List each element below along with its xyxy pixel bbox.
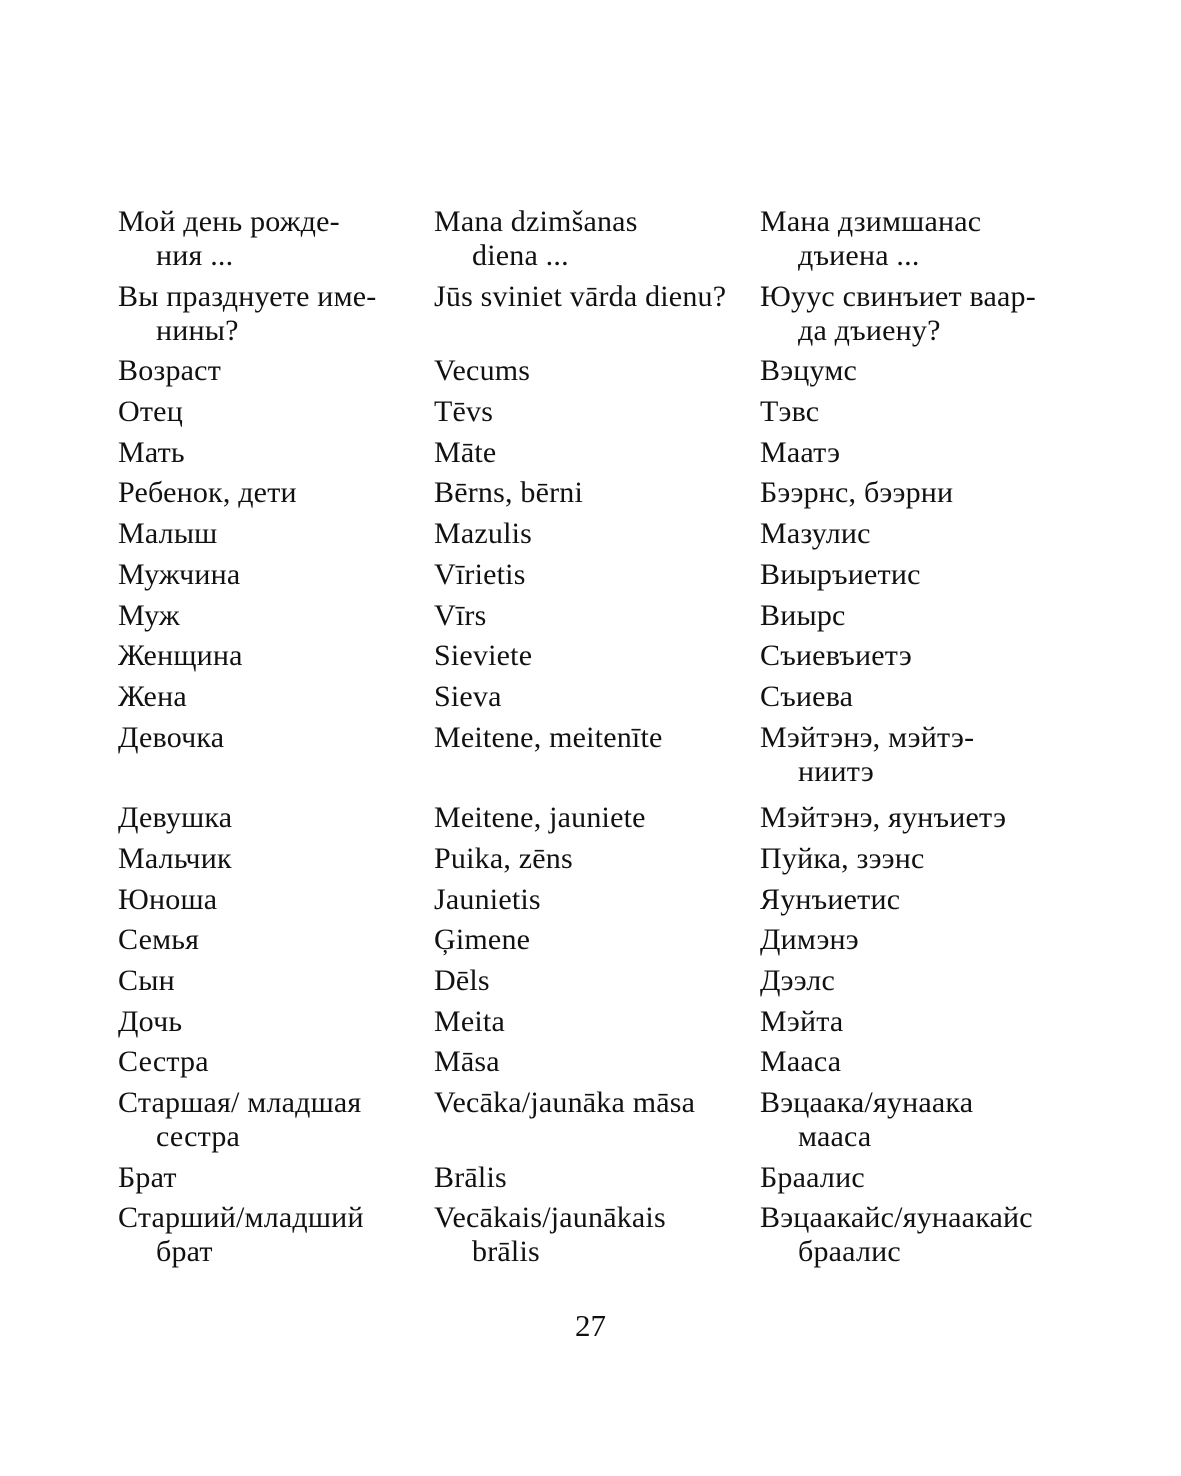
- latvian-term: [434, 1161, 507, 1195]
- transcription-term: [760, 842, 925, 876]
- russian-term: [118, 517, 217, 551]
- latvian-term: [434, 205, 638, 273]
- transcription-term-line: Мэйта: [760, 1004, 844, 1038]
- transcription-term-line: Дээлс: [760, 964, 835, 997]
- latvian-term-line: Mazulis: [434, 517, 533, 551]
- russian-term: [118, 923, 199, 957]
- transcription-term: [760, 476, 953, 510]
- latvian-term: [434, 599, 486, 633]
- latvian-term: [434, 280, 726, 314]
- transcription-term-line: Маатэ: [760, 435, 841, 469]
- russian-term: [118, 205, 340, 273]
- latvian-term-line: Tēvs: [434, 395, 494, 429]
- latvian-term-line: Mana dzimšanas: [434, 205, 638, 238]
- transcription-term: [760, 1161, 865, 1195]
- latvian-term: [434, 1005, 505, 1039]
- russian-term-line: Жена: [118, 679, 187, 713]
- phrase-row: [118, 558, 1078, 592]
- russian-term-line: Мальчик: [118, 841, 232, 875]
- russian-term: [118, 964, 175, 998]
- phrase-row: [118, 680, 1078, 714]
- latvian-term: [434, 964, 490, 998]
- transcription-term: [760, 395, 819, 429]
- transcription-term-line: Мана дзимшанас: [760, 205, 982, 238]
- phrase-row: [118, 1086, 1078, 1154]
- russian-term-line: Девушка: [118, 801, 233, 835]
- latvian-term-line: Dēls: [434, 964, 490, 997]
- transcription-term-line: Вэцумс: [760, 354, 858, 388]
- russian-term: [118, 354, 221, 388]
- phrase-row: [118, 517, 1078, 551]
- transcription-term: [760, 280, 1036, 348]
- russian-term: [118, 436, 185, 470]
- phrase-row: [118, 883, 1078, 917]
- transcription-term: [760, 599, 846, 633]
- russian-term-line: ния ...: [156, 239, 234, 272]
- russian-term: [118, 558, 240, 592]
- russian-term: [118, 476, 297, 510]
- russian-term-line: Старшая/ младшая: [118, 1086, 362, 1120]
- russian-term: [118, 1005, 182, 1039]
- russian-term: [118, 721, 224, 755]
- transcription-term-line: Мэйтэнэ, мэйтэ-: [760, 720, 975, 754]
- russian-term: [118, 842, 232, 876]
- transcription-term: [760, 680, 853, 714]
- latvian-term: [434, 395, 493, 429]
- russian-term-line: Брат: [118, 1160, 177, 1194]
- transcription-term: [760, 1045, 841, 1079]
- russian-term-line: Малыш: [118, 517, 218, 551]
- latvian-term-line: Vecāka/jaunāka māsa: [434, 1086, 696, 1120]
- russian-term-line: Женщина: [118, 639, 243, 673]
- latvian-term: [434, 1086, 695, 1120]
- phrasebook-table: [118, 205, 1078, 1276]
- transcription-term-line: Юуус свинъиет ваар-: [760, 279, 1036, 313]
- latvian-term-line: Ģimene: [434, 923, 531, 957]
- russian-term: [118, 1201, 364, 1269]
- russian-term: [118, 639, 243, 673]
- russian-term-line: Девочка: [118, 720, 225, 754]
- transcription-term-line: Вэцаакайс/яунаакайс: [760, 1201, 1033, 1235]
- phrase-row: [118, 395, 1078, 429]
- latvian-term: [434, 354, 530, 388]
- russian-term-line: Сын: [118, 964, 175, 997]
- latvian-term-line: brālis: [472, 1235, 540, 1269]
- russian-term-line: сестра: [156, 1120, 241, 1154]
- phrase-row: [118, 801, 1078, 835]
- latvian-term-line: Jaunietis: [434, 882, 541, 916]
- transcription-term-line: Браалис: [760, 1160, 865, 1194]
- latvian-term-line: Bērns, bērni: [434, 476, 584, 510]
- transcription-term: [760, 1005, 843, 1039]
- transcription-term-line: Мазулис: [760, 517, 871, 551]
- transcription-term-line: дъиена ...: [798, 239, 920, 272]
- latvian-term-line: Puika, zēns: [434, 841, 573, 875]
- russian-term-line: Муж: [118, 598, 180, 632]
- transcription-term-line: Димэнэ: [760, 923, 859, 957]
- latvian-term: [434, 558, 526, 592]
- transcription-term-line: Съиевъиетэ: [760, 639, 912, 673]
- russian-term: [118, 1045, 209, 1079]
- phrase-row: [118, 1045, 1078, 1079]
- transcription-term: [760, 964, 835, 998]
- phrase-row: [118, 964, 1078, 998]
- russian-term: [118, 599, 180, 633]
- phrase-row: [118, 436, 1078, 470]
- latvian-term: [434, 476, 583, 510]
- russian-term: [118, 395, 183, 429]
- latvian-term: [434, 1045, 500, 1079]
- latvian-term-line: Meitene, jauniete: [434, 801, 646, 835]
- phrase-row: [118, 354, 1078, 388]
- russian-term-line: Ребенок, дети: [118, 476, 297, 510]
- russian-term: [118, 280, 376, 348]
- latvian-term: [434, 721, 663, 755]
- transcription-term-line: Пуйка, зээнс: [760, 841, 925, 875]
- transcription-term-line: Мэйтэнэ, яунъиетэ: [760, 801, 1007, 835]
- russian-term-line: Старший/младший: [118, 1201, 364, 1235]
- latvian-term: [434, 680, 502, 714]
- russian-term-line: Мужчина: [118, 557, 241, 591]
- russian-term: [118, 680, 187, 714]
- latvian-term-line: Vīrs: [434, 598, 487, 632]
- latvian-term-line: Vecākais/jaunākais: [434, 1201, 666, 1235]
- phrase-row: [118, 842, 1078, 876]
- phrase-row: [118, 721, 1078, 789]
- russian-term-line: Мать: [118, 435, 185, 469]
- transcription-term-line: Съиева: [760, 679, 854, 713]
- transcription-term: [760, 436, 840, 470]
- phrase-row: [118, 1161, 1078, 1195]
- russian-term-line: Вы празднуете име-: [118, 279, 377, 313]
- latvian-term: [434, 639, 532, 673]
- latvian-term-line: Jūs sviniet vārda dienu?: [434, 279, 727, 313]
- latvian-term-line: Brālis: [434, 1160, 507, 1194]
- latvian-term-line: Meita: [434, 1004, 505, 1038]
- transcription-term: [760, 558, 921, 592]
- transcription-term-line: да дъиену?: [798, 313, 941, 347]
- latvian-term: [434, 801, 646, 835]
- latvian-term: [434, 842, 573, 876]
- transcription-term-line: ниитэ: [798, 754, 874, 788]
- latvian-term: [434, 436, 496, 470]
- latvian-term-line: Meitene, meitenīte: [434, 720, 663, 754]
- latvian-term: [434, 517, 532, 551]
- latvian-term-line: diena ...: [472, 239, 569, 272]
- phrase-row: [118, 923, 1078, 957]
- transcription-term-line: Вэцаака/яунаака: [760, 1086, 974, 1120]
- phrase-row: [118, 1005, 1078, 1039]
- russian-term-line: нины?: [156, 313, 239, 347]
- transcription-term: [760, 721, 974, 789]
- russian-term: [118, 1161, 177, 1195]
- transcription-term: [760, 1201, 1033, 1269]
- russian-term-line: Отец: [118, 395, 183, 429]
- latvian-term-line: Māte: [434, 435, 497, 469]
- russian-term-line: Возраст: [118, 354, 222, 388]
- transcription-term-line: Виырс: [760, 598, 846, 632]
- latvian-term-line: Sieva: [434, 679, 502, 713]
- transcription-term-line: Яунъиетис: [760, 882, 901, 916]
- latvian-term: [434, 923, 530, 957]
- phrase-row: [118, 1201, 1078, 1269]
- latvian-term-line: Vīrietis: [434, 557, 526, 591]
- phrase-row: [118, 639, 1078, 673]
- transcription-term: [760, 1086, 973, 1154]
- transcription-term: [760, 801, 1006, 835]
- russian-term: [118, 883, 217, 917]
- phrase-row: [118, 205, 1078, 273]
- russian-term: [118, 1086, 361, 1154]
- russian-term-line: Сестра: [118, 1045, 209, 1079]
- transcription-term-line: мааса: [798, 1120, 872, 1154]
- transcription-term-line: браалис: [798, 1235, 901, 1269]
- russian-term-line: Мой день рожде-: [118, 205, 340, 238]
- russian-term-line: брат: [156, 1235, 213, 1269]
- transcription-term-line: Тэвс: [760, 395, 820, 429]
- russian-term-line: Дочь: [118, 1004, 183, 1038]
- transcription-term: [760, 354, 857, 388]
- latvian-term: [434, 883, 541, 917]
- transcription-term: [760, 883, 900, 917]
- transcription-term: [760, 205, 981, 273]
- russian-term-line: Семья: [118, 923, 200, 957]
- transcription-term-line: Мааса: [760, 1045, 842, 1079]
- transcription-term-line: Виыръиетис: [760, 557, 921, 591]
- russian-term-line: Юноша: [118, 882, 218, 916]
- russian-term: [118, 801, 232, 835]
- transcription-term: [760, 639, 912, 673]
- transcription-term: [760, 923, 859, 957]
- page-number: 27: [575, 1308, 606, 1343]
- latvian-term-line: Māsa: [434, 1045, 500, 1079]
- phrase-row: [118, 599, 1078, 633]
- latvian-term-line: Vecums: [434, 354, 531, 388]
- phrase-row: [118, 280, 1078, 348]
- phrase-row: [118, 476, 1078, 510]
- transcription-term-line: Бээрнс, бээрни: [760, 476, 954, 510]
- latvian-term-line: Sieviete: [434, 639, 533, 673]
- latvian-term: [434, 1201, 666, 1269]
- transcription-term: [760, 517, 871, 551]
